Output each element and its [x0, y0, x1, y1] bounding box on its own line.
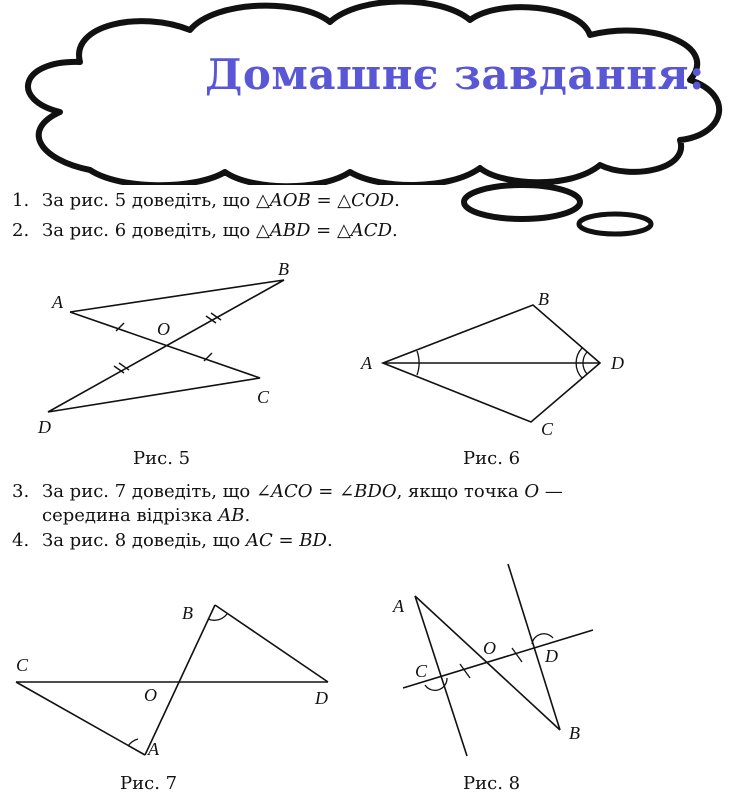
- figure-7: [10, 595, 350, 765]
- fig5-label-C: C: [257, 387, 270, 407]
- task-2: 2. За рис. 6 доведіть, що △ABD = △ACD.: [12, 220, 398, 241]
- fig5-label-O: O: [157, 319, 170, 339]
- task-4: 4. За рис. 8 доведіь, що AC = BD.: [12, 530, 333, 551]
- fig7-label-B: B: [182, 603, 193, 623]
- fig6-label-A: A: [361, 353, 372, 373]
- task-3: 3. За рис. 7 доведіть, що ∠ACO = ∠BDO, якщо точка O —: [12, 481, 563, 502]
- fig6-label-C: C: [541, 419, 554, 439]
- fig5-label-D: D: [38, 417, 51, 437]
- fig6-caption: Рис. 6: [463, 448, 521, 469]
- fig7-label-A: A: [148, 739, 159, 759]
- fig8-label-A: A: [393, 596, 404, 616]
- fig7-label-O: O: [144, 685, 157, 705]
- fig8-caption: Рис. 8: [463, 773, 521, 794]
- page-title: Домашнє завдання:: [205, 50, 706, 99]
- fig5-caption: Рис. 5: [133, 448, 191, 469]
- fig8-label-C: C: [415, 661, 428, 681]
- figure-5: [30, 255, 310, 440]
- fig7-label-D: D: [315, 688, 328, 708]
- task-3-line-2: середина відрізка AB.: [42, 505, 251, 526]
- fig8-label-O: O: [483, 638, 496, 658]
- fig5-label-B: B: [278, 259, 289, 279]
- thought-bubble-large: [458, 180, 586, 224]
- fig6-label-D: D: [611, 353, 624, 373]
- task-1: 1. За рис. 5 доведіть, що △AOB = △COD.: [12, 190, 400, 211]
- fig5-label-A: A: [52, 292, 63, 312]
- fig8-label-B: B: [569, 723, 580, 743]
- fig7-label-C: C: [16, 655, 29, 675]
- figure-8: [385, 560, 615, 765]
- thought-bubble-small: [574, 208, 656, 240]
- fig8-label-D: D: [545, 646, 558, 666]
- fig6-label-B: B: [538, 289, 549, 309]
- fig5-polyline: [48, 280, 284, 412]
- figure-6: [355, 285, 645, 445]
- fig7-caption: Рис. 7: [120, 773, 178, 794]
